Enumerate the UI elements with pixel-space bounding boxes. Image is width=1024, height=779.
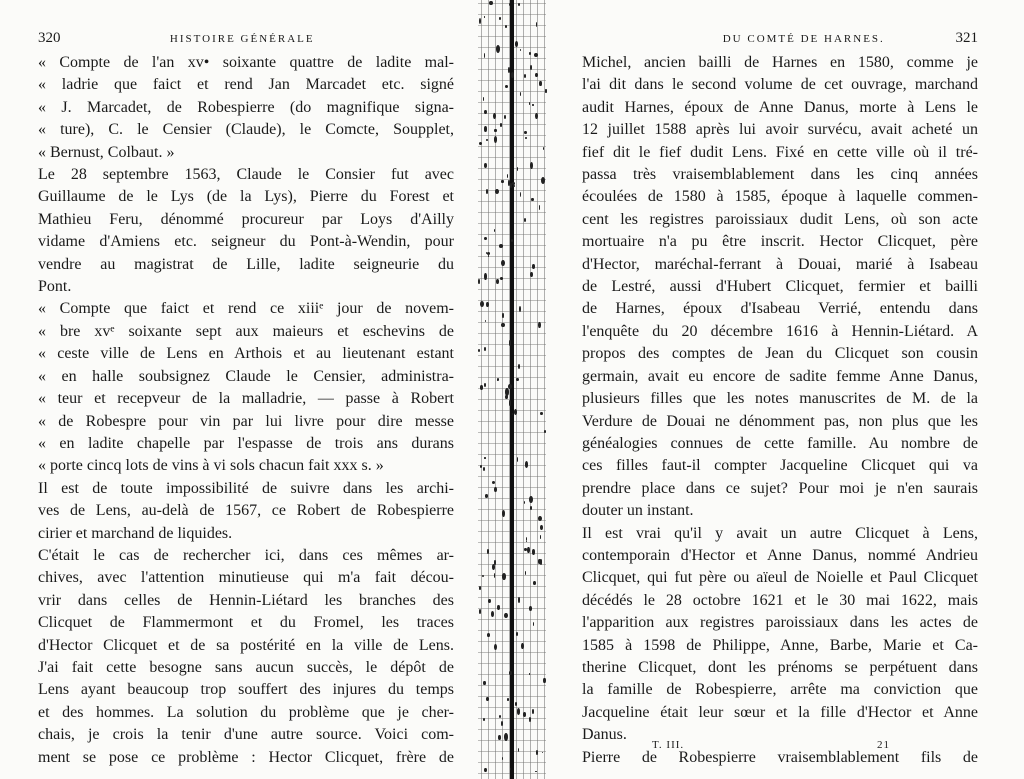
text-line: « ceste ville de Lens en Arthois et au lieutenant estant [38,345,454,363]
gutter-speck [532,264,535,268]
gutter-speck [484,53,485,58]
left-running-head: HISTOIRE GÉNÉRALE [169,33,315,45]
gutter-speck [515,702,517,706]
text-line: contemporain d'Hector et Anne Danus, nommé Andrieu [582,546,978,564]
gutter-speck [504,733,508,740]
gutter-speck [529,606,532,611]
gutter-speck [509,340,511,346]
text-line: Pierre de Robespierre vraisemblablement fils de [582,748,978,766]
text-line: ves de Lens, au-delà de 1567, ce Robert de Robespierre [38,502,454,520]
text-line: « teur et recepveur de la malladrie, — passe à Robert [38,390,454,408]
text-line: décédés le 28 octobre 1621 et le 30 mai 1622, mais [582,591,978,609]
text-line: « en ladite chapelle par l'espasse de trois ans durans [38,434,454,452]
gutter-speck [488,599,491,603]
gutter-speck [480,465,482,468]
text-line: écoulées de 1580 à 1585, époque à laquelle commen- [582,188,978,206]
text-line: douter un instant. [582,502,694,520]
gutter-speck [540,412,543,415]
text-line: vidame d'Amiens etc. seigneur du Pont-à-Wendin, pour [38,233,454,251]
text-line: Clicquet, qui fut père ou aïeul de Noielle et Paul Clicquet [582,569,978,587]
gutter-speck [483,97,485,101]
text-line: mortuaire n'a pu être inscrit. Hector Clicquet, père [582,233,978,251]
gutter-speck [501,260,505,266]
gutter-speck [496,45,500,53]
right-page [546,0,1024,779]
gutter-speck [507,698,508,701]
text-line: l'ai dit dans le second volume de cet ouvrage, marchand [582,76,978,94]
text-line: d'Hector Clicquet et de sa postérité en la ville de Lens. [38,636,454,654]
text-line: généalogies connues de cette famille. Au nombre de [582,434,978,452]
gutter-speck [540,525,543,530]
gutter-speck [497,605,500,609]
book-spine [510,0,514,779]
gutter-speck [515,41,518,47]
text-line: « ladrie que faict et rend Jan Marcadet etc. signé [38,76,454,94]
text-line: prendre place dans ce sujet? Pour moi je n'en saurais [582,479,978,497]
gutter-speck [505,388,509,395]
text-line: Mathieu Feru, dénommé procureur par Loys d'Ailly [38,210,454,228]
gutter-speck [511,72,514,77]
text-line: Le 28 septembre 1563, Claude le Consier fut avec [38,166,454,184]
gutter-speck [504,613,508,618]
gutter-speck [484,237,487,240]
gutter-speck [539,81,541,86]
text-line: Verdure de Douai ne dénomment pas, non plus que les [582,412,978,430]
left-page-body [38,52,454,769]
gutter-speck [543,678,545,683]
text-line: d'Hector, maréchal-ferrant à Douai, marié à Isabeau [582,255,978,273]
gutter-speck [482,575,484,577]
text-line: cirier et marchand de liquides. [38,524,233,542]
left-page-number: 320 [38,30,61,46]
text-line: de Lestré, aussi d'Hubert Clicquet, fermier et bailli [582,278,978,296]
gutter-speck [494,229,495,232]
gutter-speck [486,697,489,701]
gutter-speck [529,673,530,674]
text-line: « Compte de l'an xv• soixante quattre de ladite mal- [38,54,454,71]
gutter-speck [484,768,487,773]
text-line: fief dit le fief dudit Lens. Fixé en cette ville où il tré- [582,143,978,161]
gutter-speck [524,131,527,135]
gutter-speck [520,49,521,51]
gutter-speck [489,1,492,5]
gutter-speck [518,597,521,603]
gutter-speck [545,89,546,93]
text-line: ment se pose ce problème : Hector Clicquet, frère de [38,748,454,766]
text-line: « bre xvᵉ soixante sept aux maieurs et eschevins de [38,322,454,340]
text-line: et des hommes. La solution du problème que je cher- [38,703,454,721]
text-line: la famille de Robespierre, arrête ma conviction que [582,681,978,699]
gutter-speck [512,413,513,415]
signature-mark: T. III. [652,739,685,751]
gutter-speck [510,183,512,188]
text-line: « ture), C. le Censier (Claude), le Comcte, Soupplet, [38,121,454,139]
text-line: Lens ayant beaucoup trop souffert des injures du temps [38,681,454,699]
left-page [0,0,478,779]
gutter-speck [500,123,502,126]
gathering-mark: 21 [877,739,890,751]
text-line: Jacqueline était leur sœur et la fille d'Hector et Anne [582,703,978,721]
gutter-speck [532,104,533,106]
text-line: plusieurs filles que les notes manuscrites de M. de la [582,390,978,408]
gutter-speck [487,633,490,637]
text-line: ces filles faut-il compter Jacqueline Clicquet qui va [582,457,978,475]
gutter-speck [540,559,543,565]
gutter-speck [495,189,499,194]
text-line: Guillaume de le Lys (de la Lys), Pierre du Forest et [38,188,454,206]
text-line: « de Robespre pour vin par lui livre pour dire messe [38,412,454,430]
gutter-speck [529,52,530,55]
gutter-speck [493,113,496,119]
gutter-speck [494,129,496,132]
text-line: cent les registres paroissiaux dudit Lens, où son acte [582,210,978,228]
gutter-speck [517,708,521,715]
text-line: « porte cincq lots de vins à vi sols chacun fait xxx s. » [38,457,384,475]
right-page-header [582,30,978,52]
gutter-speck [519,306,521,312]
gutter-speck [483,681,485,685]
gutter-speck [492,481,495,484]
gutter-speck [530,272,533,277]
text-line: « Bernust, Colbaut. » [38,143,175,161]
gutter-speck [484,273,487,279]
gutter-speck [494,487,497,492]
text-line: Pont. [38,278,72,296]
text-line: germain, avait eu encore de sadite femme Anne Danus, [582,367,978,385]
gutter-speck [502,757,503,760]
text-line: Danus. [582,726,627,744]
right-running-head: DU COMTÉ DE HARNES. [722,33,885,45]
text-line: l'apparition aux registres paroissiaux dans les actes de [582,614,978,632]
text-line: C'était le cas de rechercher ici, dans ces mêmes ar- [38,546,454,564]
gutter-speck [533,581,536,585]
gutter-speck [529,496,533,503]
gutter-speck [538,322,540,328]
text-line: « en halle soubsignez Claude le Censier, administra- [38,367,454,385]
gutter-speck [479,142,482,145]
text-line: 1585 à 1598 de Philippe, Anne, Barbe, Marie et Ca- [582,636,978,654]
left-page-header [38,30,454,52]
text-line: chives, avec l'attention minutieuse qui m'a fait décou- [38,569,454,587]
gutter-speck [538,516,542,521]
text-line: audit Harnes, époux de Anne Danus, morte à Lens le [582,98,978,116]
text-line: 12 juillet 1588 après lui avoir survécu, avait acheté un [582,121,978,139]
text-line: « J. Marcadet, de Robespierre (do magnifique signa- [38,98,454,116]
gutter-speck [484,110,487,114]
gutter-speck [510,768,511,771]
gutter-speck [524,218,526,222]
right-page-footer [582,739,978,751]
text-line: therine Clicquet, dont les prénoms se perpétuent dans [582,658,978,676]
text-line: « Compte que faict et rend ce xiiiᵉ jour de novem- [38,300,454,318]
gutter-speck [491,611,494,617]
gutter-speck [527,547,529,553]
text-line: Il est de toute impossibilité de suivre dans les archi- [38,479,454,497]
gutter-speck [502,313,504,318]
gutter-speck [531,198,533,201]
gutter-speck [479,586,481,590]
gutter-speck [487,549,489,553]
text-line: vendre au magistrat de Lille, ladite seigneurie du [38,255,454,273]
text-line: l'enquête du 20 décembre 1616 à Hennin-Liétard. A [582,322,978,340]
gutter-speck [497,379,498,381]
text-line: J'ai fait cette besogne sans aucun succès, le dépôt de [38,658,454,676]
text-line: de Harnes, époux d'Isabeau Verrié, entendu dans [582,300,978,318]
gutter-speck [526,537,527,540]
gutter-speck [521,643,524,650]
text-line: passa très vraisemblablement dans les cinq années [582,166,978,184]
gutter-speck [484,457,485,459]
gutter-speck [500,277,503,280]
text-line: vrir dans celles de Hennin-Liétard les branches des [38,591,454,609]
right-page-number: 321 [955,30,978,46]
gutter-speck [507,174,508,177]
gutter-speck [525,461,529,467]
text-line: Il est vrai qu'il y avait un autre Clicquet à Lens, [582,524,978,542]
gutter-speck [502,573,506,579]
gutter-speck [484,16,486,18]
gutter-speck [479,18,481,24]
gutter-speck [535,113,538,119]
right-page-body [582,52,978,769]
gutter-speck [485,494,489,498]
text-line: chais, je crois la tenir d'une autre source. Voici com- [38,726,454,744]
text-line: Clicquet de Flammermont et du Fromel, les traces [38,614,454,632]
gutter-speck [480,385,483,389]
gutter-speck [505,25,507,28]
text-line: Michel, ancien bailli de Harnes en 1580, comme je [582,54,978,71]
gutter-speck [494,644,497,650]
gutter-speck [532,709,534,714]
text-line: propos des comptes de Jean du Clicquet son cousin [582,345,978,363]
